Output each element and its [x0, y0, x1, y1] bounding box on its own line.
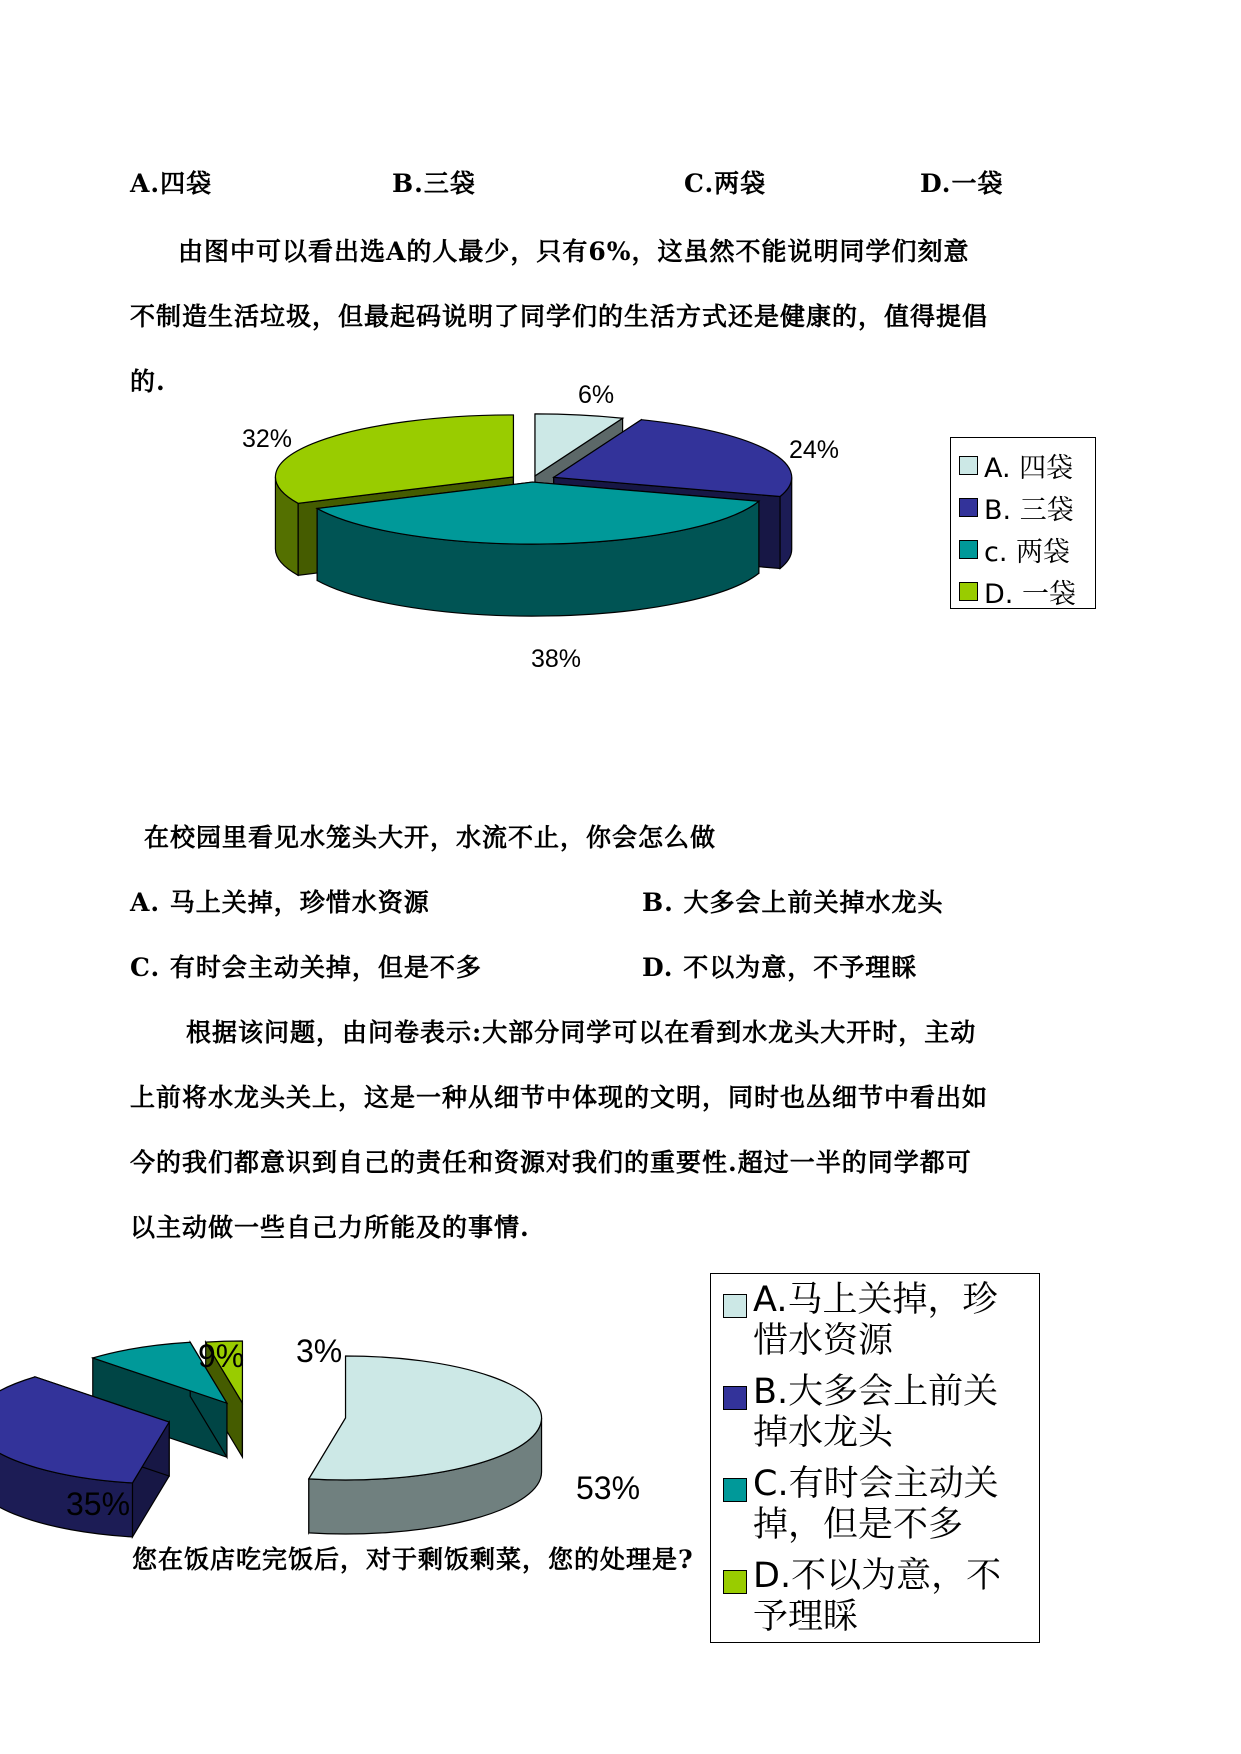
chart1-legend-label-b: B. 三袋	[984, 494, 1074, 526]
q2-question: 在校园里看见水笼头大开，水流不止，你会怎么做	[144, 823, 717, 852]
chart2-legend-b-line2: 掉水龙头	[753, 1413, 894, 1453]
q1-option-a: A.四袋	[130, 169, 213, 198]
swatch-a-icon	[959, 456, 978, 475]
chart1-legend-item-d	[959, 570, 1095, 612]
chart1-legend-item-b	[959, 486, 1095, 528]
q2-option-a: A. 马上关掉，珍惜水资源	[130, 888, 430, 917]
swatch-d-icon	[959, 582, 978, 601]
swatch-b-icon	[959, 498, 978, 517]
chart2-legend-b-line1: B.大多会上前关	[753, 1372, 999, 1412]
chart2-label-d: 3%	[296, 1333, 343, 1369]
para2-line3: 今的我们都意识到自己的责任和资源对我们的重要性.超过一半的同学都可	[130, 1148, 972, 1177]
para2-line2: 上前将水龙头关上，这是一种从细节中体现的文明，同时也丛细节中看出如	[130, 1083, 989, 1112]
chart2-legend-c-line1: C.有时会主动关	[753, 1464, 999, 1504]
chart1-legend	[950, 437, 1096, 609]
q1-option-c: C.两袋	[684, 169, 767, 198]
chart2-legend	[710, 1273, 1040, 1643]
chart1-legend-item-a	[959, 444, 1095, 486]
chart2-legend-a-line1: A.马上关掉，珍	[753, 1280, 998, 1320]
chart2-legend-d-line2: 予理睬	[753, 1597, 859, 1637]
para1-line1: 由图中可以看出选A的人最少，只有6%，这虽然不能说明同学们刻意	[178, 237, 970, 266]
chart2-legend-item-a	[723, 1280, 1039, 1372]
chart2-legend-item-b	[723, 1372, 1039, 1464]
chart1-label-d: 32%	[242, 425, 293, 453]
swatch2-b-icon	[723, 1386, 747, 1410]
para2-line1: 根据该问题，由问卷表示:大部分同学可以在看到水龙头大开时，主动	[186, 1018, 977, 1047]
swatch-c-icon	[959, 540, 978, 559]
para1-line2: 不制造生活垃圾，但最起码说明了同学们的生活方式还是健康的，值得提倡	[130, 302, 989, 331]
chart2-legend-item-d	[723, 1556, 1039, 1648]
chart1-legend-label-d: D. 一袋	[984, 578, 1076, 610]
chart1-label-b: 24%	[789, 436, 840, 464]
swatch2-c-icon	[723, 1478, 747, 1502]
chart2-label-b: 35%	[66, 1486, 131, 1522]
q1-option-b: B.三袋	[392, 169, 476, 198]
chart2-legend-d-line1: D.不以为意，不	[753, 1556, 1002, 1596]
chart1-legend-label-a: A. 四袋	[984, 452, 1074, 484]
q1-option-d: D.一袋	[920, 169, 1004, 198]
q3-question: 您在饭店吃完饭后，对于剩饭剩菜，您的处理是?	[132, 1545, 694, 1574]
chart2-legend-item-c	[723, 1464, 1039, 1556]
chart2-legend-a-line2: 惜水资源	[753, 1321, 894, 1361]
para2-line4: 以主动做一些自己力所能及的事情.	[130, 1213, 530, 1242]
q2-option-c: C. 有时会主动关掉，但是不多	[130, 953, 482, 982]
chart1-pie	[275, 414, 791, 616]
q2-option-d: D. 不以为意，不予理睬	[642, 953, 918, 982]
chart2-slice-0	[309, 1356, 542, 1534]
chart2-label-a: 53%	[576, 1470, 641, 1506]
q2-option-b: B. 大多会上前关掉水龙头	[642, 888, 944, 917]
chart2-label-c: 9%	[198, 1338, 245, 1374]
para1-line3: 的.	[130, 367, 166, 396]
chart2-legend-c-line2: 掉，但是不多	[753, 1505, 964, 1545]
chart1-label-c: 38%	[531, 645, 582, 673]
swatch2-d-icon	[723, 1570, 747, 1594]
swatch2-a-icon	[723, 1294, 747, 1318]
chart1-label-a: 6%	[578, 381, 615, 409]
chart1-slice-2	[317, 482, 759, 616]
chart1-legend-item-c	[959, 528, 1095, 570]
chart1-legend-label-c: c. 两袋	[984, 536, 1071, 568]
